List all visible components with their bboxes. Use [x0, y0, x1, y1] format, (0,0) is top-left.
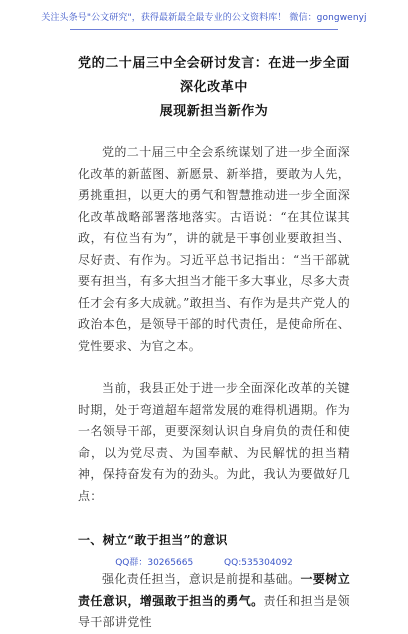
- section-1-tail: 责任和担当是领导干部讲党性: [78, 593, 350, 629]
- title-line-2: 展现新担当新作为: [159, 104, 269, 119]
- section-1-paragraph: [78, 569, 350, 634]
- document-title: [78, 52, 350, 124]
- section-heading-1: 一、树立“敢于担当”的意识: [78, 533, 228, 547]
- spacer: [78, 507, 350, 529]
- spacer: [78, 357, 350, 378]
- footer-qq-group: QQ群：30265665: [115, 558, 194, 568]
- footer-qq-number: QQ:535304092: [224, 558, 293, 568]
- header-promo-note: 关注头条号"公文研究"，获得最新最全最专业的公文资料库！ 微信：gongwenyj: [41, 13, 367, 23]
- footer-contact: [0, 555, 408, 568]
- spacer: [78, 124, 350, 142]
- title-line-1: 党的二十届三中全会研讨发言：在进一步全面深化改革中: [78, 56, 351, 95]
- paragraph-1: 党的二十届三中全会系统谋划了进一步全面深化改革的新蓝图、新愿景、新举措，要敢为人先，勇挑重担，以更大的勇气和智慧推动进一步全面深化改革战略部署落地落实。古语说：“在其位谋其政，有位当有为”，讲的就是干事创业要敢担当、尽好责、有作为。习近平总书记指出：“当干部就要有担当，有多大担当才能干多大事业，尽多大责任才会有多大成就。”敢担当、有作为是共产党人的政治本色，是领导干部的时代责任，是使命所在、党性要求、为官之本。: [78, 145, 350, 353]
- paragraph-2: 当前，我县正处于进一步全面深化改革的关键时期，处于弯道超车超常发展的难得机遇期。作为一名领导干部，更要深刻认识自身肩负的责任和使命，以为党尽责、为国奉献、为民解忧的担当精神，保持奋发有为的劲头。为此，我认为要做好几点：: [78, 381, 350, 503]
- section-1-bold-phrase: 一要树立责任意识，增强敢于担当的勇气。: [78, 572, 350, 608]
- header-divider: [70, 29, 338, 30]
- section-1-intro: 强化责任担当，意识是前提和基础。: [102, 572, 301, 586]
- document-body: [78, 52, 350, 634]
